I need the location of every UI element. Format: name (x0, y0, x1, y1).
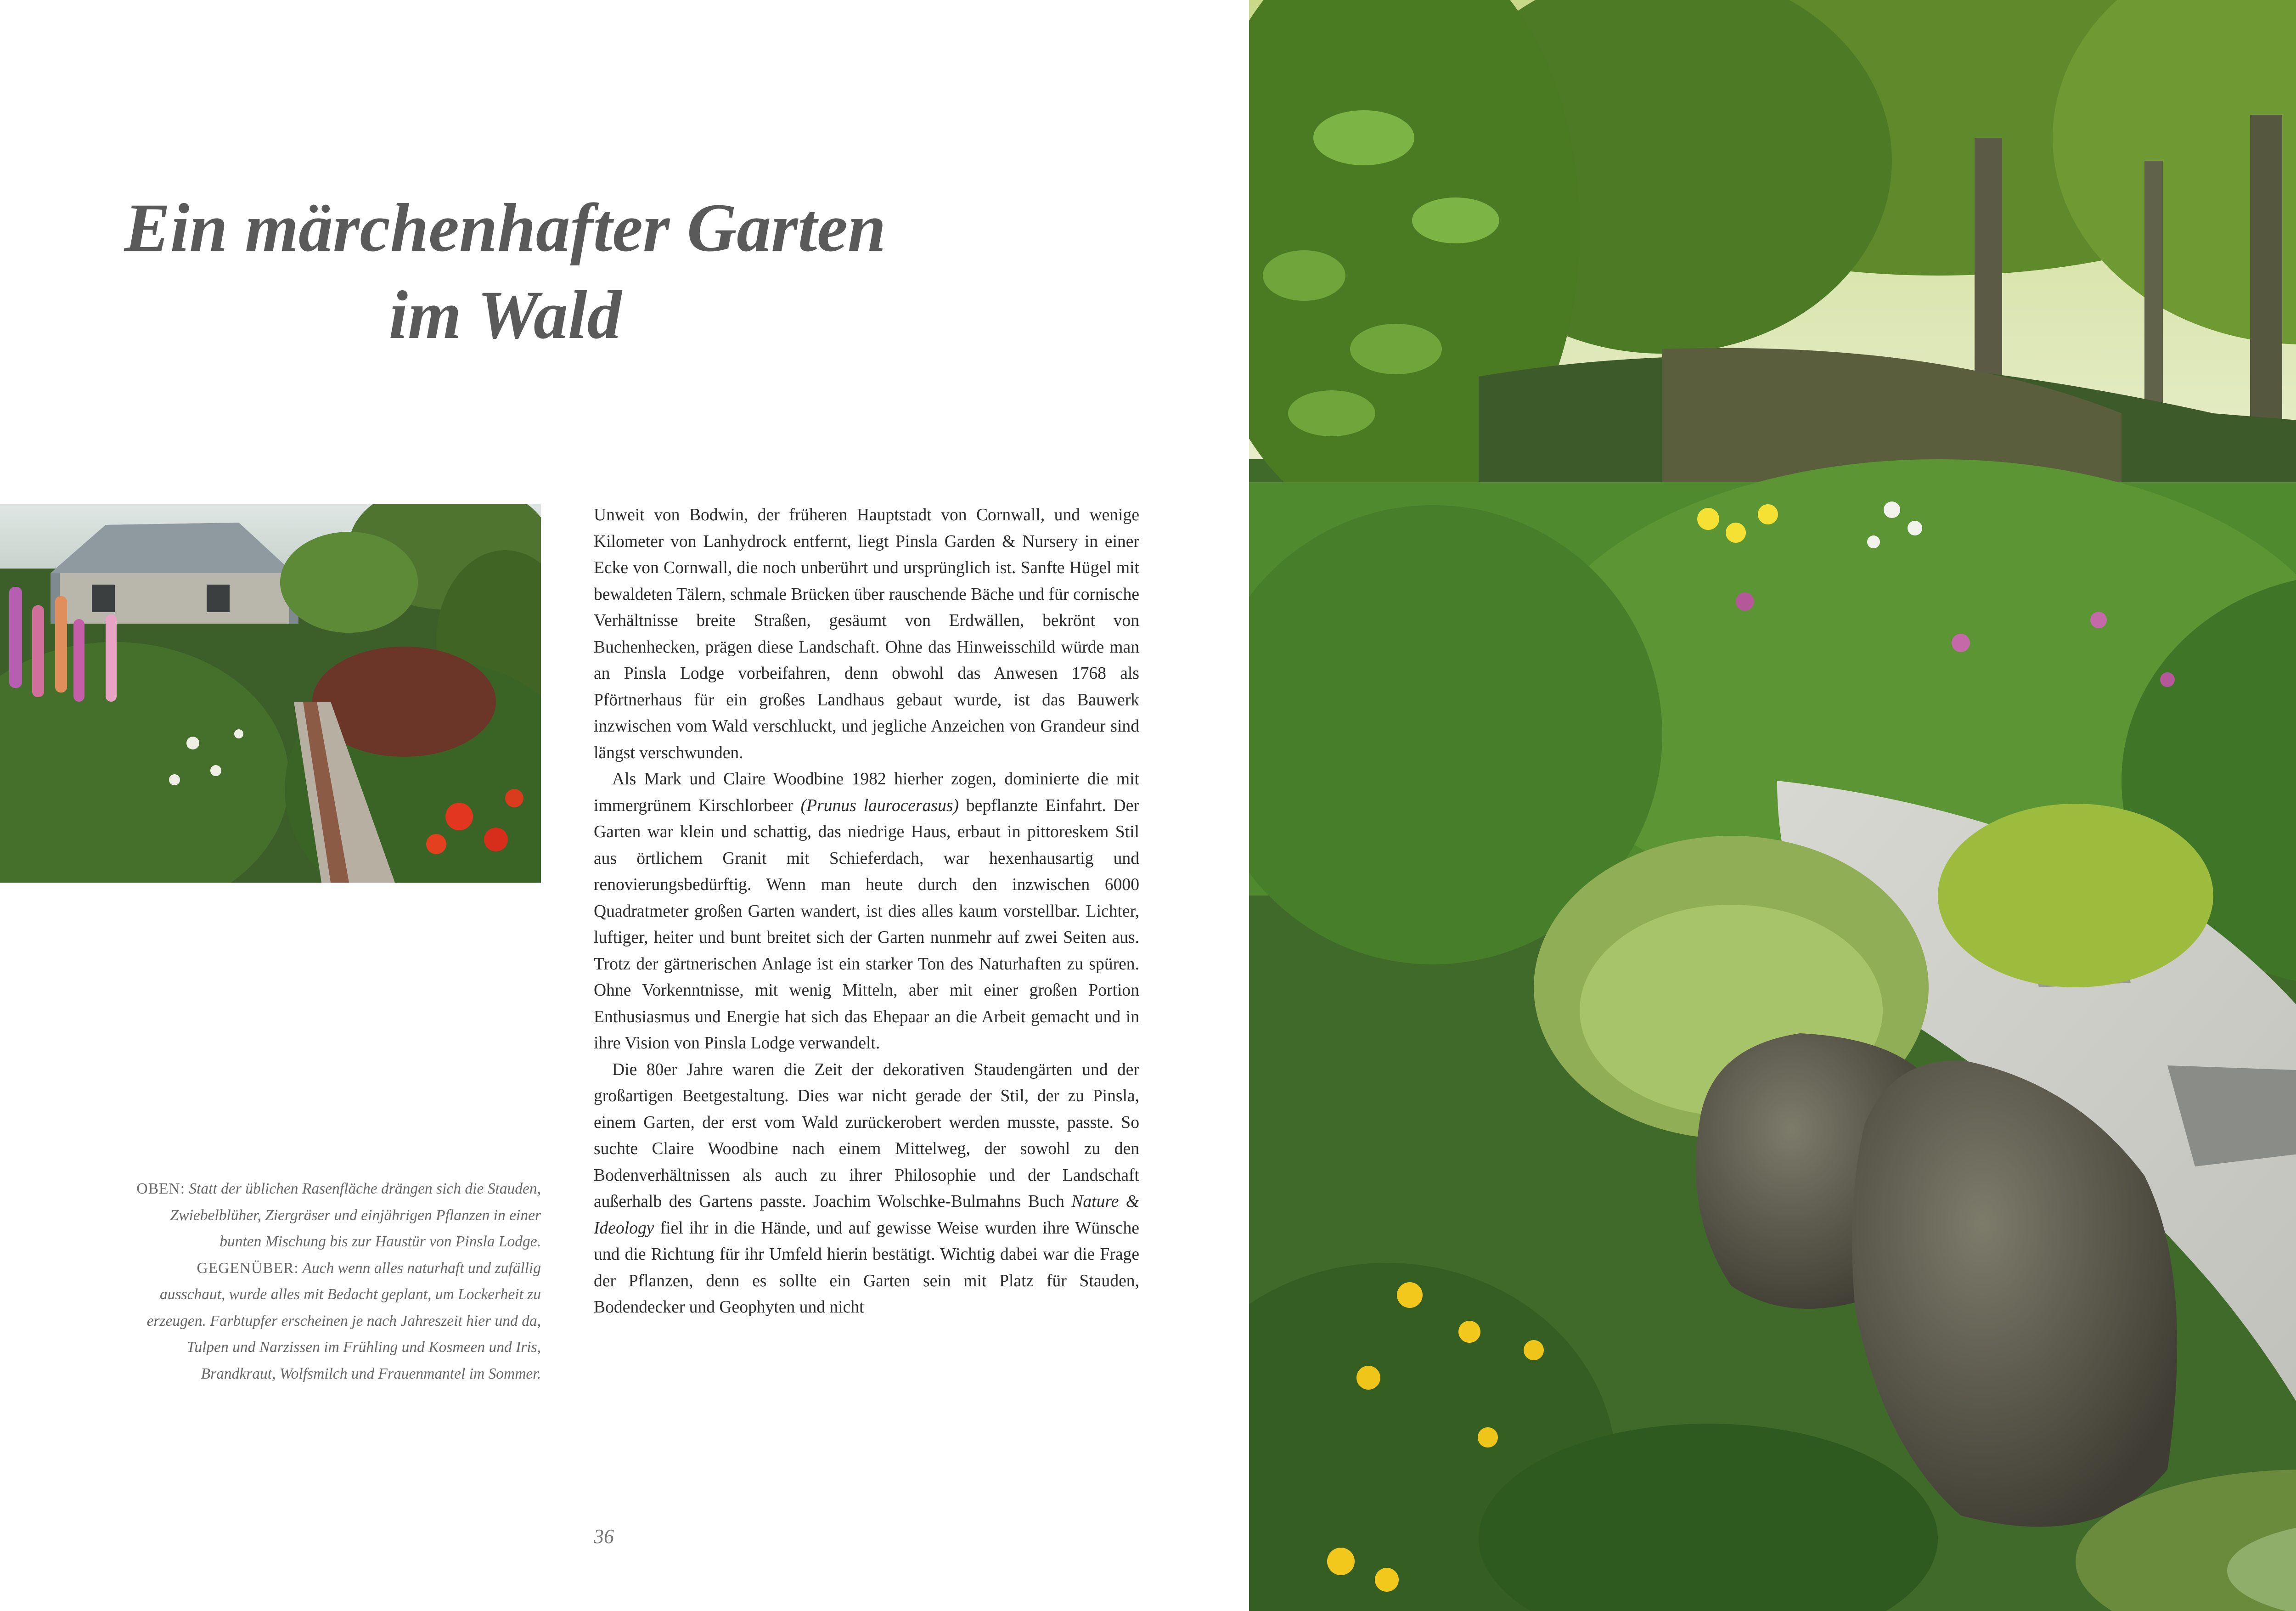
caption-label-oben: OBEN: (136, 1180, 185, 1197)
paragraph-3 (594, 1057, 1139, 1321)
title-line-1: Ein märchenhafter Garten (124, 189, 886, 266)
woodland-garden-photo (1249, 0, 2296, 1611)
article-body (594, 502, 1139, 1321)
paragraph-2 (594, 766, 1139, 1057)
paragraph-2-part-b: bepflanzte Einfahrt. Der Garten war klein und schattig, das niedrige Haus, erbaut in pittoreskem Stil aus örtlichem Granit mit Schieferdach, war hexenhausartig und renovierungsbedürftig. Wenn man heute durch den inzwischen 6000 Quadratmeter großen Garten wandert, ist dies alles kaum vorstellbar. Lichter, luftiger, heiter und bunt breitet sich der Garten nunmehr auf zwei Seiten aus. Trotz der gärtnerischen Anlage ist ein starker Ton des Naturhaften zu spüren. Ohne Vorkenntnisse, mit wenig Mitteln, aber mit einer großen Portion Enthusiasmus und Energie hat sich das Ehepaar an die Arbeit gemacht und in ihre Vision von Pinsla Lodge verwandelt. (594, 796, 1139, 1053)
paragraph-3-part-b: fiel ihr in die Hände, und auf gewisse Weise wurden ihre Wünsche und die Richtung für ihr Umfeld hierin bestätigt. Wichtig dabei war die Frage der Pflanzen, denn es sollte ein Garten sein mit Platz für Stauden, Bodendecker und Geophyten und nicht (594, 1218, 1139, 1317)
cottage-garden-photo (0, 504, 541, 883)
paragraph-1: Unweit von Bodwin, der früheren Hauptstadt von Cornwall, und wenige Kilometer von Lanhydrock entfernt, liegt Pinsla Garden & Nursery in einer Ecke von Cornwall, die noch unberührt und ursprünglich ist. Sanfte Hügel mit bewaldeten Tälern, schmale Brücken über rauschende Bäche und für cornische Verhältnisse breite Straßen, gesäumt von Erdwällen, bekrönt von Buchenhecken, prägen diese Landschaft. Ohne das Hinweisschild würde man an Pinsla Lodge vorbeifahren, denn obwohl das Anwesen 1768 als Pförtnerhaus für ein großes Landhaus gebaut wurde, ist das Bauwerk inzwischen vom Wald verschluckt, und jegliche Anzeichen von Grandeur sind längst verschwunden. (594, 506, 1139, 762)
caption-label-gegenueber: GEGENÜBER: (197, 1259, 299, 1277)
paragraph-3-part-a: Die 80er Jahre waren die Zeit der dekorativen Staudengärten und der großartigen Beetgestaltung. Dies war nicht gerade der Stil, der zu Pinsla, einem Garten, der erst vom Wald zurückerobert werden musste, passte. So suchte Claire Woodbine nach einem Mittelweg, der sowohl zu den Bodenverhältnissen als auch zu ihrer Philosophie und der Landschaft außerhalb des Gartens passte. Joachim Wolschke-Bulmahns Buch (594, 1060, 1139, 1211)
paragraph-2-botanical-name: (Prunus laurocerasus) (800, 796, 959, 815)
page-title (119, 184, 891, 359)
title-line-2: im Wald (388, 277, 622, 353)
paragraph-3-book-title: Nature & Ideology (594, 1192, 1139, 1238)
paragraph-2-part-a: Als Mark und Claire Woodbine 1982 hierher zogen, dominierte die mit immergrünem Kirschlorbeer (594, 770, 1139, 815)
caption-text-oben: Statt der üblichen Rasenfläche drängen sich die Stauden, Zwiebelblüher, Ziergräser und einjährigen Pflanzen in einer bunten Mischung bis zur Haustür von Pinsla Lodge. (170, 1180, 541, 1250)
photo-caption (133, 1176, 541, 1387)
page-number: 36 (594, 1525, 614, 1548)
caption-text-gegenueber: Auch wenn alles naturhaft und zufällig ausschaut, wurde alles mit Bedacht geplant, um Lockerheit zu erzeugen. Farbtupfer erscheinen je nach Jahreszeit hier und da, Tulpen und Narzissen im Frühling und Kosmeen und Iris, Brandkraut, Wolfsmilch und Frauenmantel im Sommer. (146, 1259, 541, 1382)
